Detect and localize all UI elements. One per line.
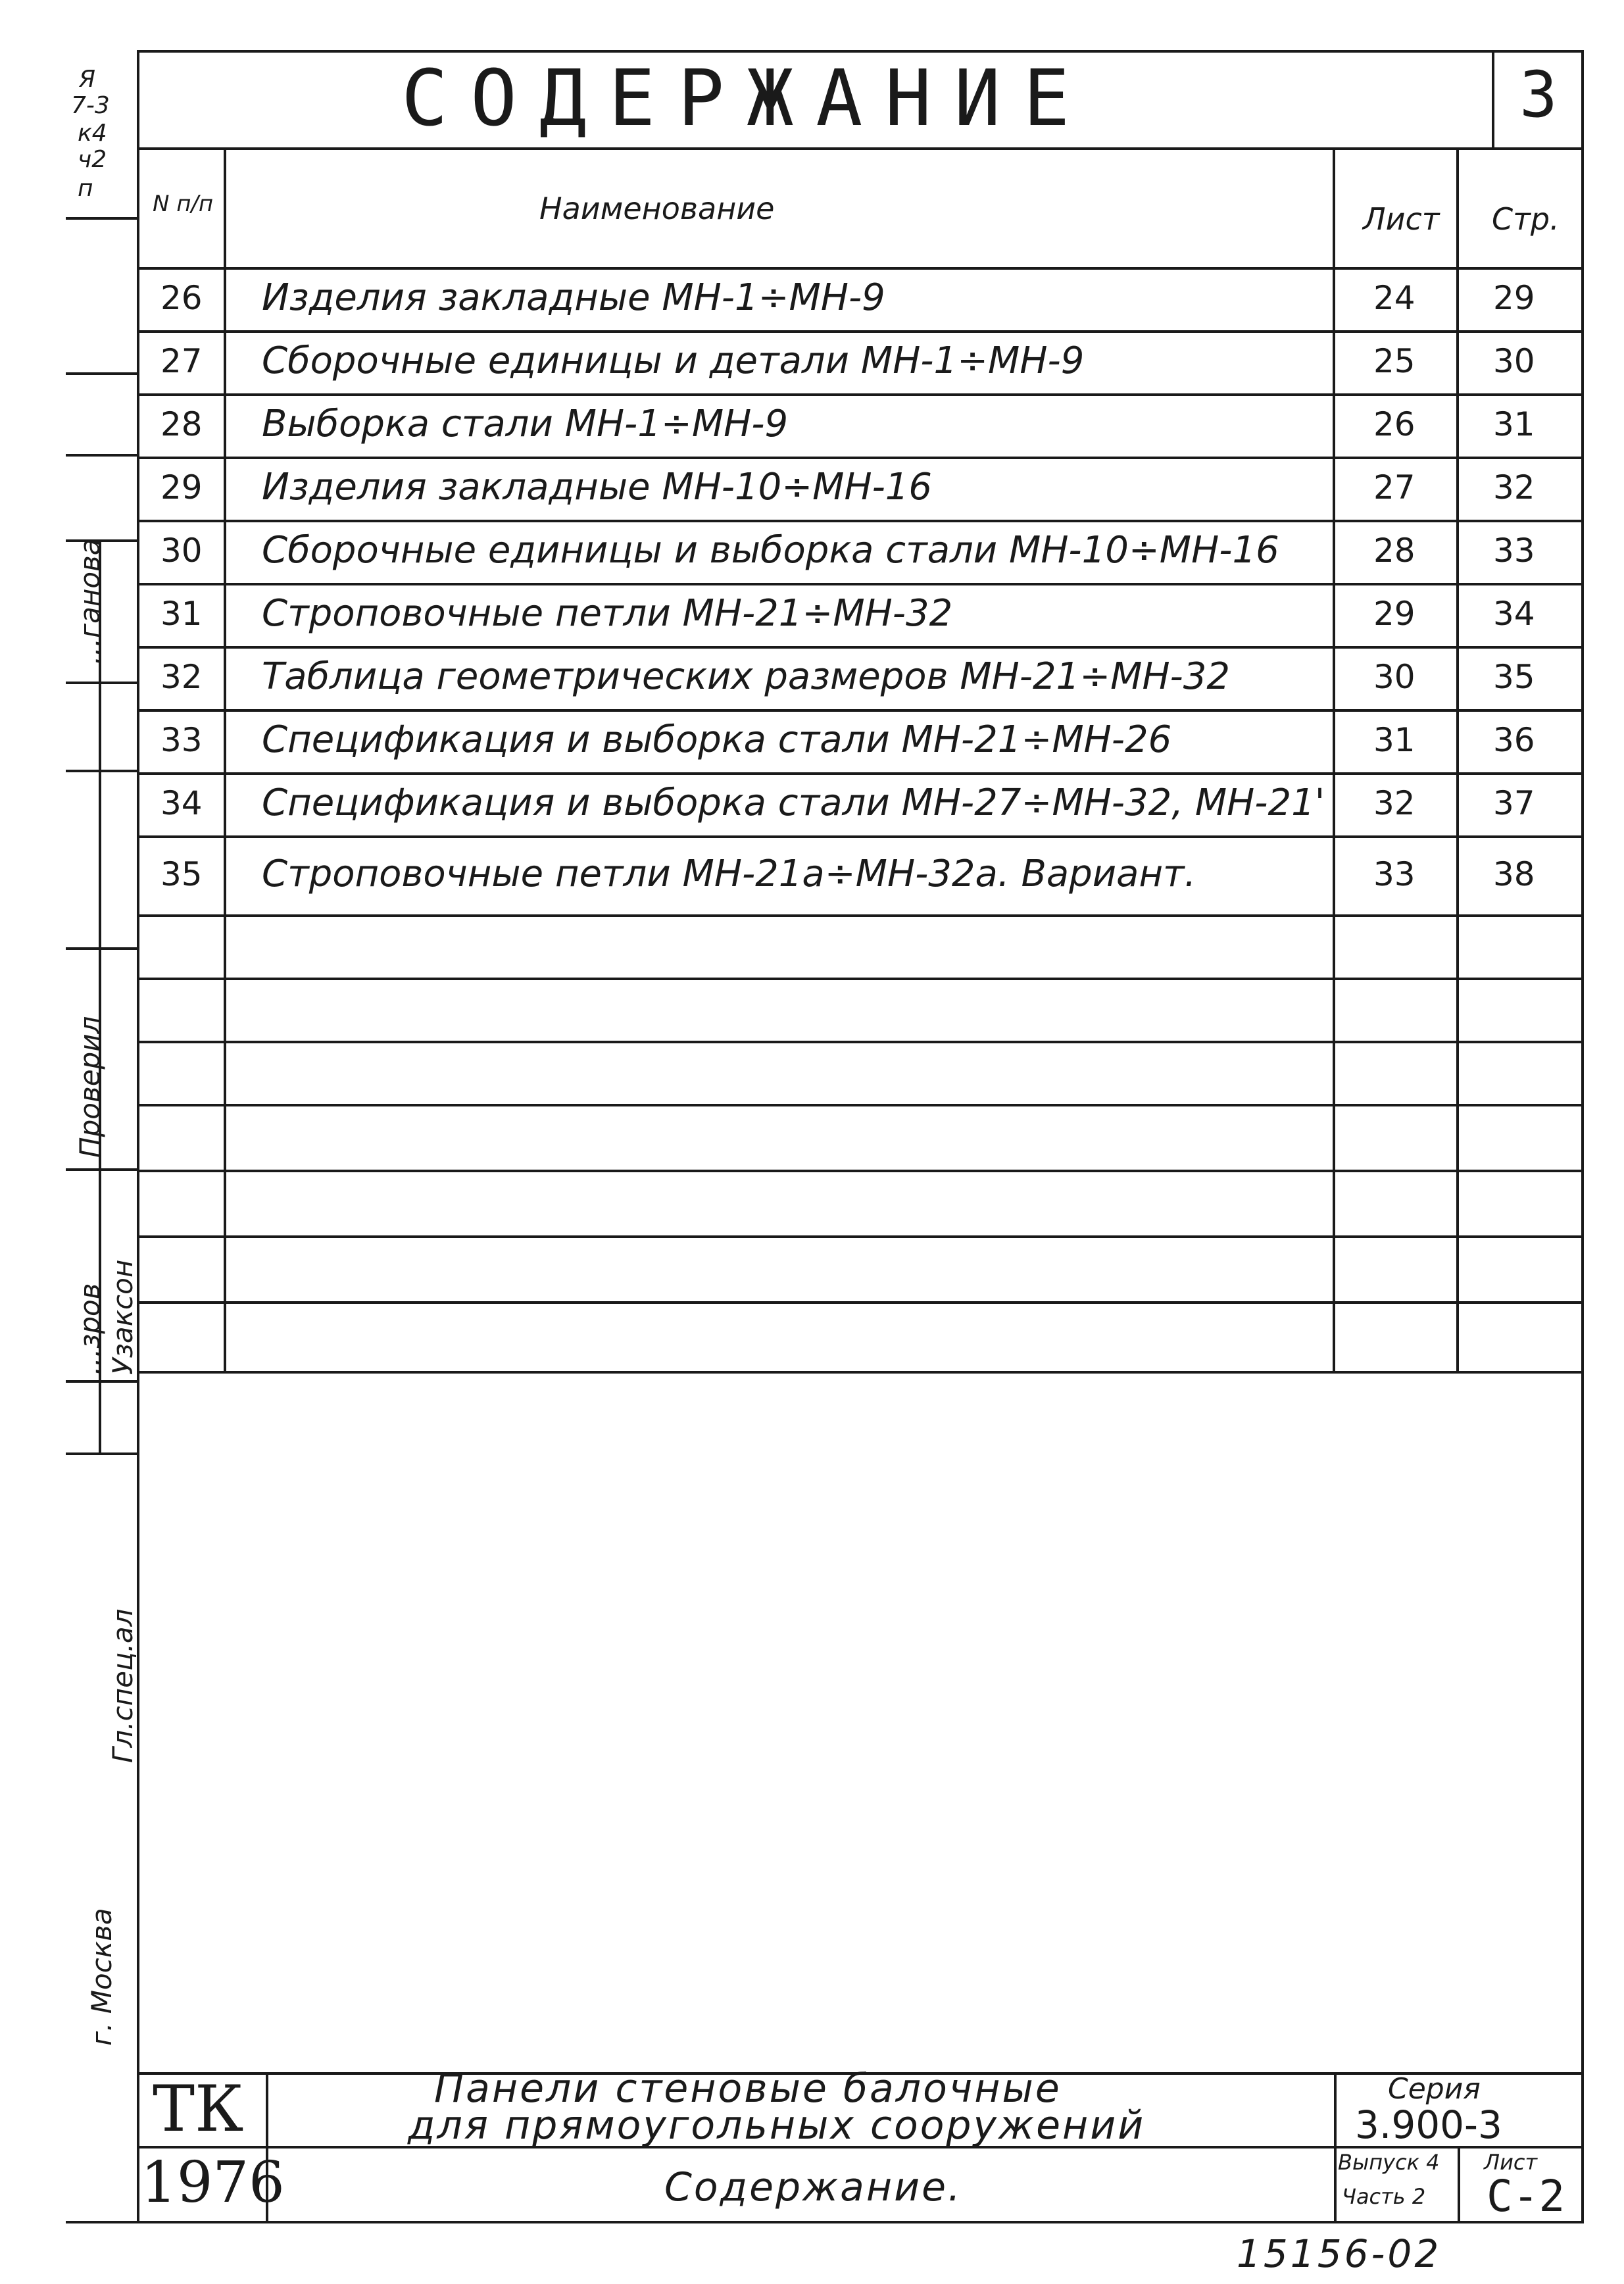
row-line [137,330,1584,333]
row-name: Строповочные петли МН-21а÷МН-32а. Вариант. [262,853,1196,895]
row-page: 31 [1493,405,1535,443]
stamp-project-line2: для прямоугольных сооружений [408,2102,1146,2148]
row-line [137,709,1584,712]
margin-label: Гл.спец.ал [107,1608,139,1763]
row-sheet: 26 [1373,405,1415,443]
stamp-sheet-value: С-2 [1487,2171,1565,2222]
stamp-sheet-col-line [1458,2146,1460,2222]
row-no: 32 [160,658,203,696]
margin-tick [66,1380,138,1383]
frame-right-line [1581,50,1584,2223]
stamp-year: 1976 [141,2150,285,2216]
stamp-series-value: 3.900-3 [1355,2102,1502,2147]
row-page: 38 [1493,855,1535,893]
row-no: 30 [160,532,203,570]
row-sheet: 31 [1373,721,1415,759]
row-page: 33 [1493,532,1535,570]
row-page: 30 [1493,342,1535,380]
row-no: 33 [160,721,203,759]
row-name: Сборочные единицы и детали МН-1÷МН-9 [262,339,1085,382]
row-name: Спецификация и выборка стали МН-27÷МН-32, МН-21' [262,782,1325,824]
row-line [137,1371,1584,1374]
row-page: 37 [1493,784,1535,822]
margin-tick [66,372,138,375]
stamp-sheet-label: Лист [1484,2150,1538,2175]
row-name: Сборочные единицы и выборка стали МН-10÷МН-16 [262,529,1279,572]
page-number: 3 [1519,58,1558,132]
margin-label: г. Москва [86,1908,118,2046]
stamp-doc-title: Содержание. [664,2164,963,2210]
row-sheet: 27 [1373,468,1415,507]
col-header-sheet: Лист [1363,201,1440,237]
row-no: 35 [160,855,203,893]
margin-label: ...ганова [74,538,106,664]
row-line [137,1041,1584,1043]
row-page: 36 [1493,721,1535,759]
row-page: 29 [1493,279,1535,317]
row-no: 31 [160,595,203,633]
row-line [137,1301,1584,1304]
row-line [137,914,1584,917]
col-header-no: N п/п [153,191,214,217]
row-page: 35 [1493,658,1535,696]
row-line [137,520,1584,522]
frame-left-line [137,53,139,2223]
stamp-series-label: Серия [1388,2072,1481,2106]
row-name: Спецификация и выборка стали МН-21÷МН-26 [262,718,1172,761]
row-sheet: 28 [1373,532,1415,570]
stamp-project-line1: Панели стеновые балочные [434,2066,1062,2112]
margin-code: к4 [78,120,107,147]
margin-tick [66,217,138,220]
row-sheet: 25 [1373,342,1415,380]
row-line [137,1170,1584,1172]
page-title: СОДЕРЖАНИЕ [401,53,1093,143]
header-bottom-line [137,267,1584,270]
row-line [137,978,1584,980]
row-line [137,583,1584,585]
row-name: Изделия закладные МН-1÷МН-9 [262,276,885,319]
row-no: 34 [160,784,203,822]
row-name: Изделия закладные МН-10÷МН-16 [262,466,933,509]
row-line [137,457,1584,459]
row-no: 28 [160,405,203,443]
row-name: Выборка стали МН-1÷МН-9 [262,403,789,445]
row-line [137,835,1584,838]
title-page-separator [1492,50,1494,149]
col-header-name: Наименование [539,191,775,226]
row-page: 34 [1493,595,1535,633]
footer-code: 15156-02 [1237,2231,1442,2276]
row-line [137,1235,1584,1238]
margin-tick [66,1168,138,1171]
title-bottom-line [137,147,1584,150]
margin-tick [66,770,138,772]
margin-label: Проверил [74,1016,106,1158]
row-page: 32 [1493,468,1535,507]
margin-code: ч2 [78,146,107,173]
row-sheet: 33 [1373,855,1415,893]
row-line [137,393,1584,396]
stamp-org: ТК [153,2072,244,2146]
margin-label: ...зров [74,1283,106,1375]
row-name: Строповочные петли МН-21÷МН-32 [262,592,953,635]
stamp-issue-label: Выпуск 4 [1338,2150,1440,2175]
row-line [137,1104,1584,1106]
margin-code: п [78,175,93,202]
margin-label: Узаксон [107,1259,139,1375]
margin-tick [66,947,138,950]
row-sheet: 30 [1373,658,1415,696]
stamp-part-label: Часть 2 [1342,2184,1426,2209]
col-header-page: Стр. [1492,201,1560,237]
row-no: 26 [160,279,203,317]
frame-bottom-line [66,2221,1584,2223]
row-sheet: 29 [1373,595,1415,633]
row-name: Таблица геометрических размеров МН-21÷МН-32 [262,655,1231,698]
stamp-right-col-line [1334,2072,1337,2222]
margin-tick [66,454,138,457]
row-sheet: 24 [1373,279,1415,317]
row-no: 29 [160,468,203,507]
row-line [137,772,1584,775]
row-sheet: 32 [1373,784,1415,822]
margin-code: 7-3 [71,92,110,119]
margin-tick [66,1452,138,1455]
margin-tick [66,682,138,684]
row-no: 27 [160,342,203,380]
margin-code: Я [79,66,96,93]
row-line [137,646,1584,649]
